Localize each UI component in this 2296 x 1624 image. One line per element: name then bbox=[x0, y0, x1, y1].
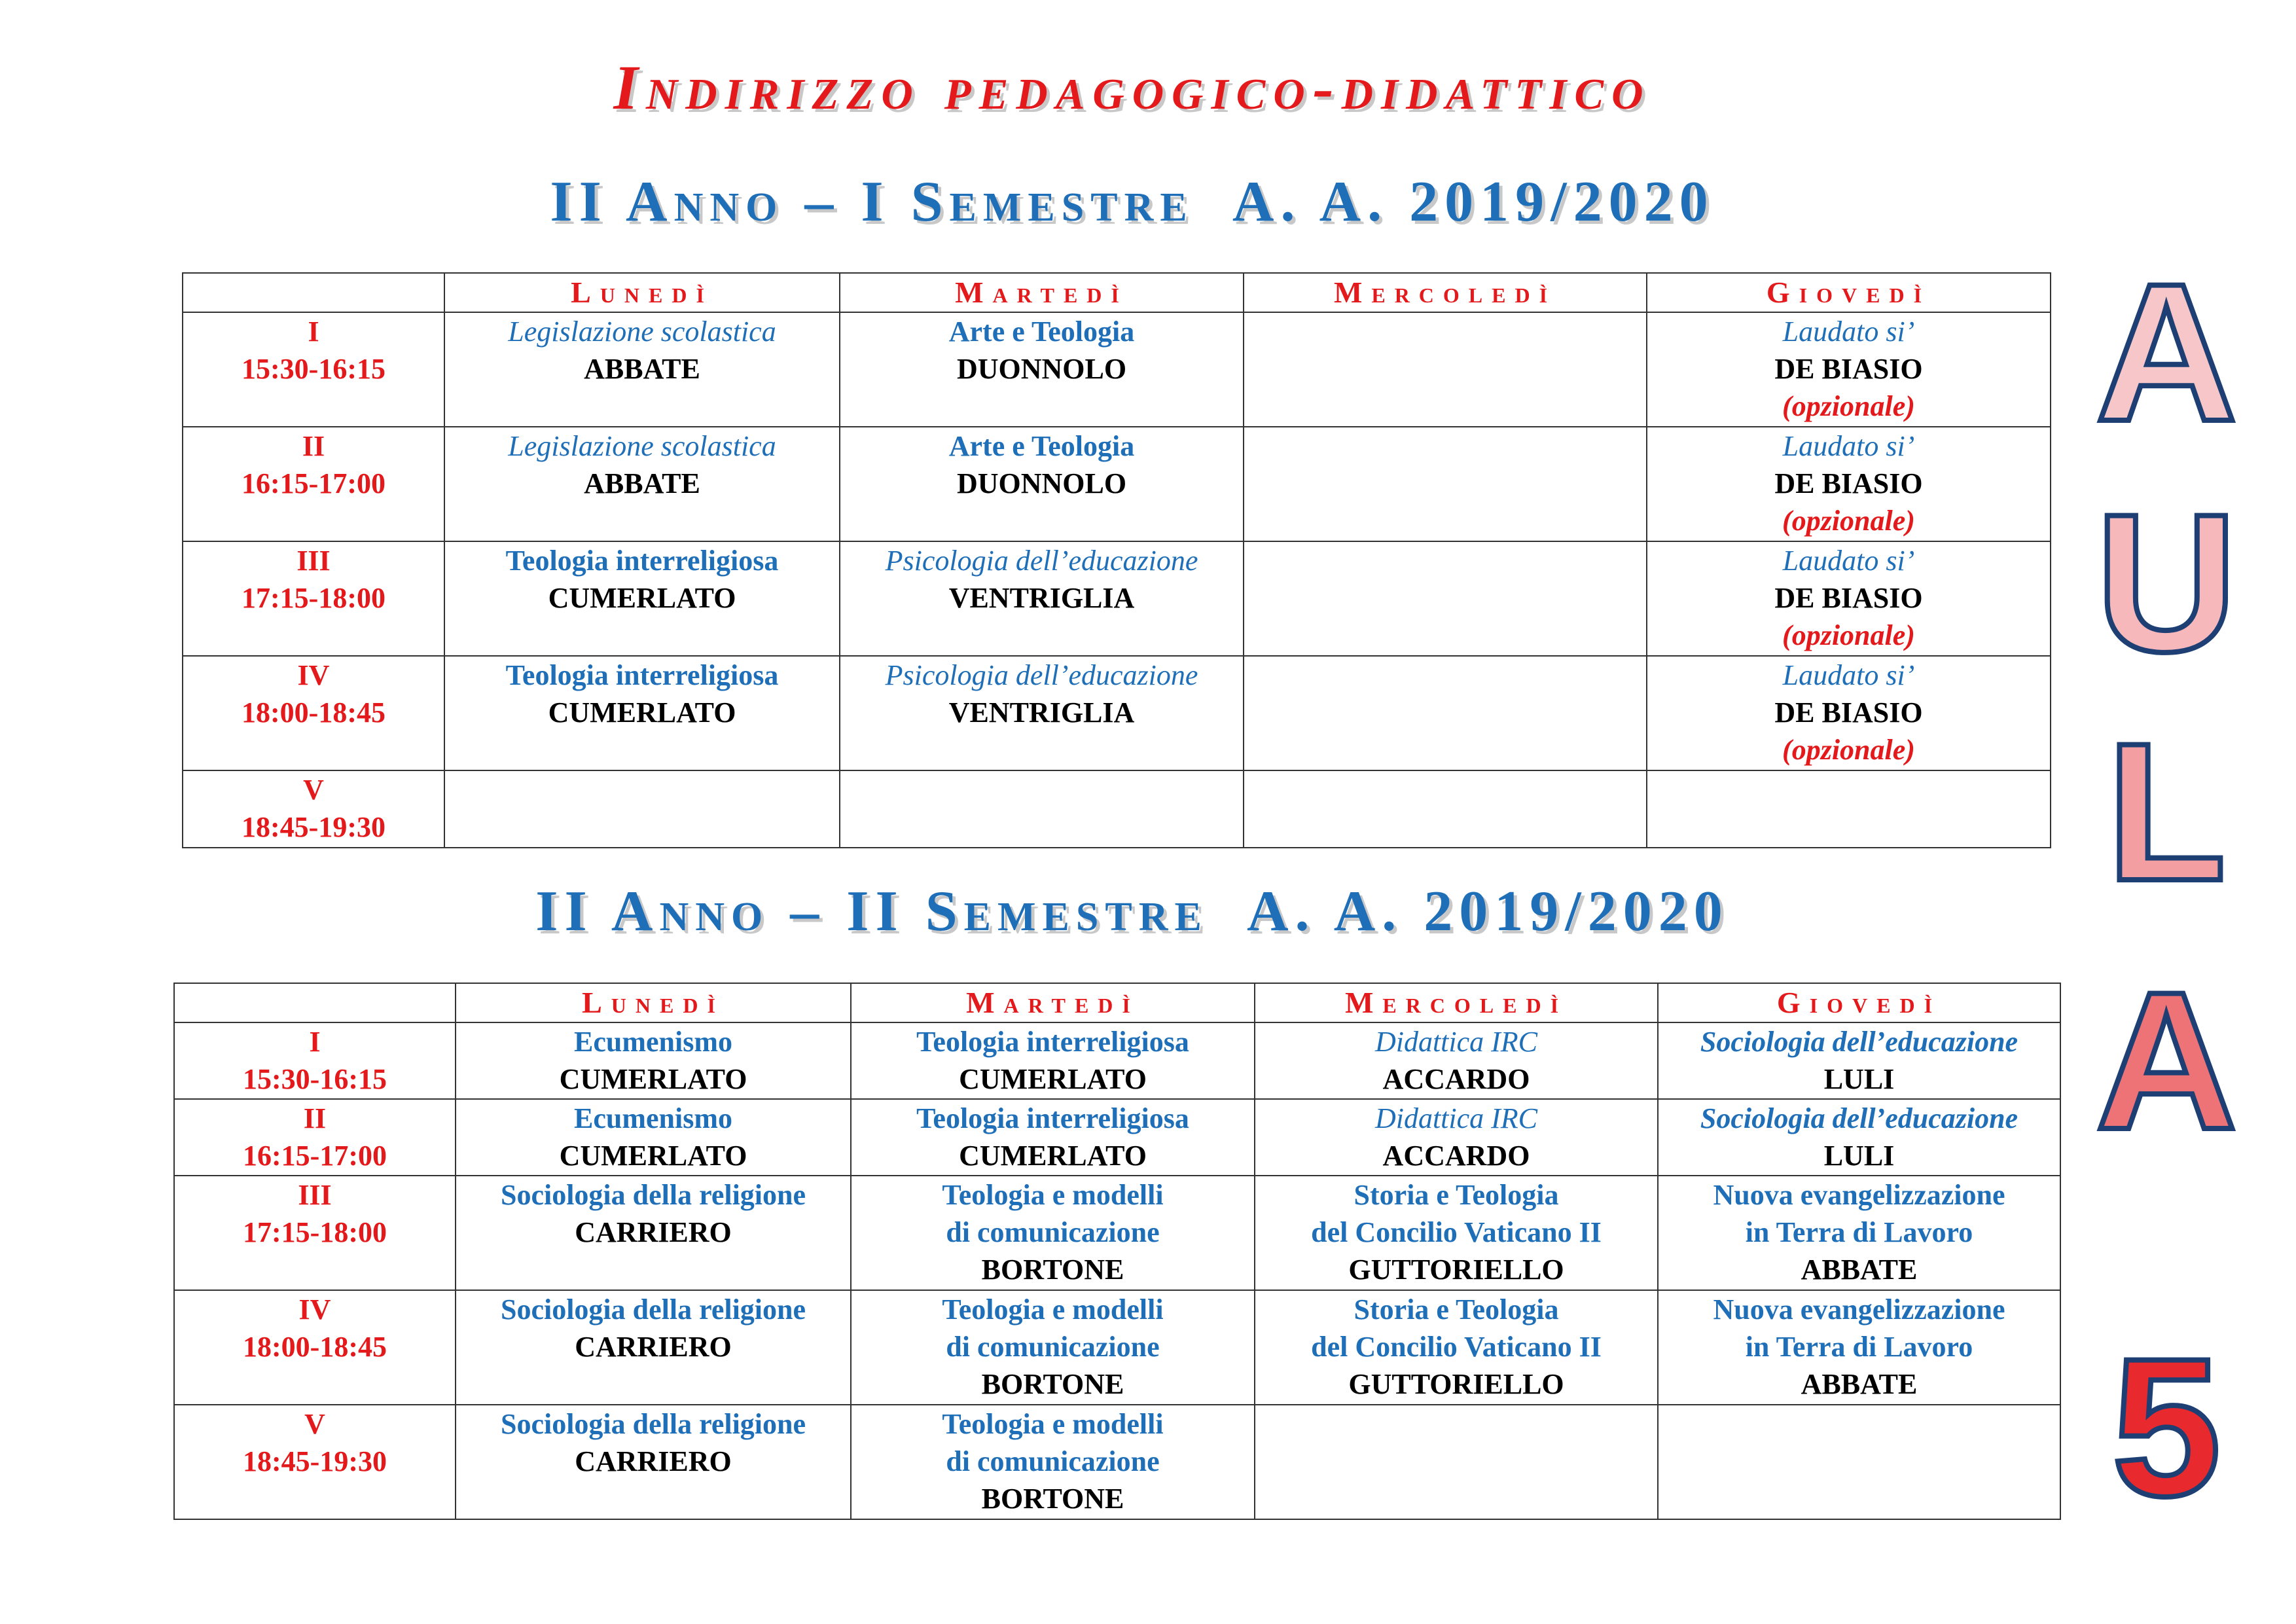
lesson-cell bbox=[456, 1099, 851, 1176]
slot-number: II bbox=[303, 1102, 327, 1134]
semester2-title: II Anno – II Semestre A. A. 2019/2020 bbox=[535, 880, 1729, 943]
lesson-cell bbox=[851, 1176, 1255, 1290]
slot-number: IV bbox=[298, 1293, 331, 1326]
table-row bbox=[174, 1022, 2060, 1099]
lesson-cell bbox=[1244, 541, 1647, 656]
teacher: CARRIERO bbox=[575, 1331, 732, 1363]
subject: Storia e Teologia bbox=[1354, 1293, 1559, 1326]
teacher: VENTRIGLIA bbox=[948, 582, 1135, 614]
teacher: CUMERLATO bbox=[559, 1063, 747, 1095]
day-header: Lunedì bbox=[444, 273, 840, 312]
aula-number: 5 bbox=[2111, 1317, 2221, 1537]
subject-line2: del Concilio Vaticano II bbox=[1311, 1216, 1602, 1248]
lesson-cell bbox=[1244, 770, 1647, 848]
slot-cell bbox=[174, 1405, 456, 1519]
semester1-title: II Anno – I Semestre A. A. 2019/2020 bbox=[550, 170, 1715, 234]
slot-number: I bbox=[308, 316, 319, 348]
slot-number: III bbox=[296, 545, 331, 577]
subject-line2: in Terra di Lavoro bbox=[1745, 1331, 1973, 1363]
page-title: Indirizzo pedagogico-didattico bbox=[613, 52, 1651, 122]
subject: Teologia interreligiosa bbox=[505, 545, 779, 577]
slot-cell bbox=[183, 541, 444, 656]
lesson-cell bbox=[444, 312, 840, 427]
slot-time: 18:00-18:45 bbox=[242, 696, 386, 729]
subject-line2: del Concilio Vaticano II bbox=[1311, 1331, 1602, 1363]
lesson-cell bbox=[1244, 427, 1647, 541]
teacher: DE BIASIO bbox=[1774, 467, 1923, 499]
lesson-cell bbox=[1255, 1290, 1658, 1405]
subject: Didattica IRC bbox=[1374, 1102, 1538, 1134]
slot-time: 18:00-18:45 bbox=[243, 1331, 387, 1363]
lesson-cell bbox=[840, 312, 1244, 427]
slot-number: II bbox=[302, 430, 325, 462]
teacher: BORTONE bbox=[981, 1254, 1124, 1286]
slot-cell bbox=[183, 770, 444, 848]
table-row bbox=[183, 656, 2051, 770]
subject: Arte e Teologia bbox=[948, 430, 1135, 462]
subject: Sociologia dell’educazione bbox=[1700, 1102, 2018, 1134]
teacher: CUMERLATO bbox=[548, 582, 736, 614]
optional-note: (opzionale) bbox=[1782, 734, 1915, 766]
subject: Psicologia dell’educazione bbox=[885, 659, 1198, 691]
teacher: ABBATE bbox=[584, 467, 700, 499]
subject: Teologia interreligiosa bbox=[916, 1026, 1189, 1058]
table-row bbox=[183, 427, 2051, 541]
teacher: CUMERLATO bbox=[959, 1063, 1147, 1095]
teacher: BORTONE bbox=[981, 1483, 1124, 1515]
day-header: Lunedì bbox=[456, 983, 851, 1022]
subject: Teologia e modelli bbox=[942, 1293, 1164, 1326]
lesson-cell bbox=[1658, 1290, 2060, 1405]
lesson-cell bbox=[1255, 1176, 1658, 1290]
header-row bbox=[183, 273, 2051, 312]
teacher: GUTTORIELLO bbox=[1348, 1254, 1564, 1286]
teacher: CUMERLATO bbox=[559, 1140, 747, 1172]
lesson-cell bbox=[1647, 656, 2051, 770]
optional-note: (opzionale) bbox=[1782, 390, 1915, 422]
lesson-cell bbox=[840, 541, 1244, 656]
lesson-cell bbox=[1658, 1099, 2060, 1176]
lesson-cell bbox=[840, 427, 1244, 541]
teacher: DE BIASIO bbox=[1774, 582, 1923, 614]
subject: Arte e Teologia bbox=[948, 316, 1135, 348]
corner-cell bbox=[174, 983, 456, 1022]
teacher: CARRIERO bbox=[575, 1216, 732, 1248]
lesson-cell bbox=[851, 1022, 1255, 1099]
table-row bbox=[174, 1405, 2060, 1519]
slot-number: IV bbox=[297, 659, 330, 691]
lesson-cell bbox=[444, 770, 840, 848]
subject: Sociologia della religione bbox=[500, 1179, 806, 1211]
lesson-cell bbox=[1244, 312, 1647, 427]
lesson-cell bbox=[1647, 770, 2051, 848]
subject-line2: di comunicazione bbox=[946, 1331, 1160, 1363]
slot-time: 15:30-16:15 bbox=[242, 353, 386, 385]
day-header: Martedì bbox=[840, 273, 1244, 312]
subject: Legislazione scolastica bbox=[508, 430, 776, 462]
subject: Teologia e modelli bbox=[942, 1179, 1164, 1211]
subject-line2: di comunicazione bbox=[946, 1445, 1160, 1477]
aula-letter-u: U bbox=[2095, 473, 2238, 693]
subject: Laudato si’ bbox=[1782, 545, 1915, 577]
teacher: CUMERLATO bbox=[548, 696, 736, 729]
slot-time: 16:15-17:00 bbox=[242, 467, 386, 499]
lesson-cell bbox=[1658, 1405, 2060, 1519]
table-row bbox=[183, 770, 2051, 848]
lesson-cell bbox=[1658, 1176, 2060, 1290]
day-header: Giovedì bbox=[1658, 983, 2060, 1022]
lesson-cell bbox=[851, 1290, 1255, 1405]
teacher: ABBATE bbox=[1801, 1254, 1918, 1286]
lesson-cell bbox=[1647, 427, 2051, 541]
table-row bbox=[174, 1290, 2060, 1405]
subject: Sociologia della religione bbox=[500, 1293, 806, 1326]
slot-number: V bbox=[304, 1408, 325, 1440]
lesson-cell bbox=[1647, 541, 2051, 656]
teacher: BORTONE bbox=[981, 1368, 1124, 1400]
slot-time: 15:30-16:15 bbox=[243, 1063, 387, 1095]
lesson-cell bbox=[1255, 1405, 1658, 1519]
slot-time: 17:15-18:00 bbox=[243, 1216, 387, 1248]
lesson-cell bbox=[456, 1176, 851, 1290]
table-row bbox=[174, 1099, 2060, 1176]
subject: Teologia interreligiosa bbox=[505, 659, 779, 691]
aula-letter-a: A bbox=[2095, 242, 2238, 462]
subject: Nuova evangelizzazione bbox=[1713, 1293, 2005, 1326]
slot-cell bbox=[174, 1022, 456, 1099]
lesson-cell bbox=[1244, 656, 1647, 770]
slot-cell bbox=[183, 312, 444, 427]
slot-cell bbox=[183, 656, 444, 770]
teacher: VENTRIGLIA bbox=[948, 696, 1135, 729]
subject-line2: in Terra di Lavoro bbox=[1745, 1216, 1973, 1248]
slot-number: I bbox=[309, 1026, 321, 1058]
day-header: Mercoledì bbox=[1244, 273, 1647, 312]
teacher: DE BIASIO bbox=[1774, 696, 1923, 729]
day-header: Mercoledì bbox=[1255, 983, 1658, 1022]
subject: Ecumenismo bbox=[574, 1026, 732, 1058]
teacher: LULI bbox=[1823, 1140, 1895, 1172]
teacher: GUTTORIELLO bbox=[1348, 1368, 1564, 1400]
lesson-cell bbox=[851, 1099, 1255, 1176]
subject: Didattica IRC bbox=[1374, 1026, 1538, 1058]
header-row bbox=[174, 983, 2060, 1022]
subject: Sociologia della religione bbox=[500, 1408, 806, 1440]
teacher: DE BIASIO bbox=[1774, 353, 1923, 385]
table-row bbox=[183, 312, 2051, 427]
lesson-cell bbox=[851, 1405, 1255, 1519]
subject: Laudato si’ bbox=[1782, 430, 1915, 462]
lesson-cell bbox=[840, 656, 1244, 770]
table-row bbox=[183, 541, 2051, 656]
subject: Nuova evangelizzazione bbox=[1713, 1179, 2005, 1211]
slot-cell bbox=[174, 1176, 456, 1290]
corner-cell bbox=[183, 273, 444, 312]
subject-line2: di comunicazione bbox=[946, 1216, 1160, 1248]
subject: Laudato si’ bbox=[1782, 659, 1915, 691]
lesson-cell bbox=[456, 1405, 851, 1519]
schedule-table-semester2 bbox=[173, 983, 2061, 1520]
subject: Ecumenismo bbox=[574, 1102, 732, 1134]
lesson-cell bbox=[444, 541, 840, 656]
aula-letter-l: L bbox=[2106, 702, 2227, 922]
teacher: ACCARDO bbox=[1382, 1140, 1530, 1172]
slot-number: III bbox=[298, 1179, 332, 1211]
table-row bbox=[174, 1176, 2060, 1290]
subject: Teologia e modelli bbox=[942, 1408, 1164, 1440]
teacher: CARRIERO bbox=[575, 1445, 732, 1477]
slot-time: 17:15-18:00 bbox=[242, 582, 386, 614]
optional-note: (opzionale) bbox=[1782, 619, 1915, 651]
subject: Laudato si’ bbox=[1782, 316, 1915, 348]
day-header: Giovedì bbox=[1647, 273, 2051, 312]
teacher: ABBATE bbox=[584, 353, 700, 385]
slot-number: V bbox=[303, 774, 324, 806]
teacher: LULI bbox=[1823, 1063, 1895, 1095]
lesson-cell bbox=[456, 1290, 851, 1405]
lesson-cell bbox=[1255, 1099, 1658, 1176]
slot-cell bbox=[174, 1290, 456, 1405]
teacher: DUONNOLO bbox=[956, 467, 1127, 499]
subject: Teologia interreligiosa bbox=[916, 1102, 1189, 1134]
slot-cell bbox=[183, 427, 444, 541]
slot-time: 16:15-17:00 bbox=[243, 1140, 387, 1172]
slot-cell bbox=[174, 1099, 456, 1176]
lesson-cell bbox=[456, 1022, 851, 1099]
teacher: DUONNOLO bbox=[956, 353, 1127, 385]
optional-note: (opzionale) bbox=[1782, 505, 1915, 537]
teacher: CUMERLATO bbox=[959, 1140, 1147, 1172]
subject: Legislazione scolastica bbox=[508, 316, 776, 348]
subject: Psicologia dell’educazione bbox=[885, 545, 1198, 577]
teacher: ABBATE bbox=[1801, 1368, 1918, 1400]
lesson-cell bbox=[1255, 1022, 1658, 1099]
subject: Storia e Teologia bbox=[1354, 1179, 1559, 1211]
lesson-cell bbox=[444, 656, 840, 770]
lesson-cell bbox=[444, 427, 840, 541]
schedule-table-semester1 bbox=[182, 272, 2051, 848]
slot-time: 18:45-19:30 bbox=[243, 1445, 387, 1477]
lesson-cell bbox=[1647, 312, 2051, 427]
slot-time: 18:45-19:30 bbox=[242, 811, 386, 843]
subject: Sociologia dell’educazione bbox=[1700, 1026, 2018, 1058]
lesson-cell bbox=[1658, 1022, 2060, 1099]
aula-letter-a-second: A bbox=[2095, 950, 2238, 1170]
lesson-cell bbox=[840, 770, 1244, 848]
day-header: Martedì bbox=[851, 983, 1255, 1022]
teacher: ACCARDO bbox=[1382, 1063, 1530, 1095]
